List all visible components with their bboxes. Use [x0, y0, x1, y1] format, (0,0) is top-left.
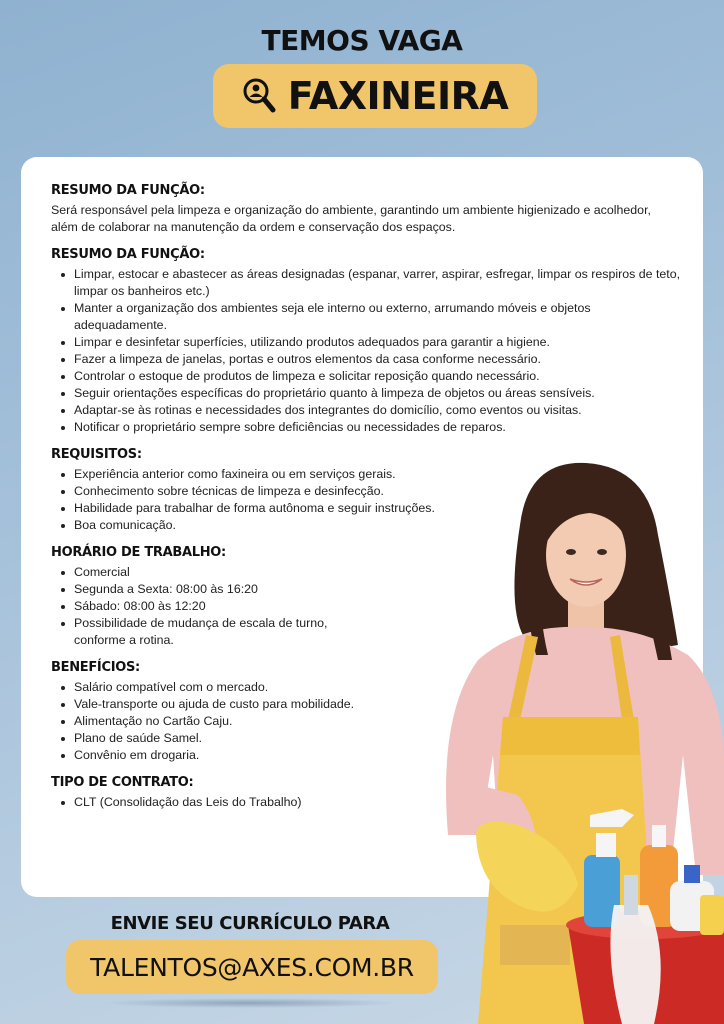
list-item: Salário compatível com o mercado. [59, 679, 381, 696]
list-item: Fazer a limpeza de janelas, portas e outros elementos da casa conforme necessário. [59, 351, 681, 368]
cta-title: ENVIE SEU CURRÍCULO PARA [110, 913, 390, 934]
job-title: FAXINEIRA [287, 74, 509, 118]
benefits-list [51, 679, 381, 764]
search-person-icon [242, 77, 276, 115]
list-item: Manter a organização dos ambientes seja ele interno ou externo, arrumando móveis e objetos adequadamente. [59, 300, 681, 334]
list-item: Sábado: 08:00 às 12:20 [59, 598, 381, 615]
summary-text: Será responsável pela limpeza e organização do ambiente, garantindo um ambiente higienizado e acolhedor, além de colaborar na manutenção da ordem e conservação dos espaços. [51, 203, 651, 234]
schedule-list [51, 564, 381, 649]
list-item: Seguir orientações específicas do proprietário quanto à limpeza de objetos ou áreas sensíveis. [59, 385, 681, 402]
section-title: BENEFÍCIOS: [51, 660, 140, 675]
email-banner[interactable] [66, 940, 438, 994]
list-item: Comercial [59, 564, 381, 581]
list-item: Adaptar-se às rotinas e necessidades dos integrantes do domicílio, como eventos ou visitas. [59, 402, 681, 419]
section-title: RESUMO DA FUNÇÃO: [51, 247, 205, 262]
email-address[interactable]: TALENTOS@AXES.COM.BR [90, 952, 414, 982]
section-title: RESUMO DA FUNÇÃO: [51, 183, 205, 198]
list-item: Possibilidade de mudança de escala de turno, conforme a rotina. [59, 615, 381, 649]
contract-list [51, 794, 381, 811]
email-banner-shadow [100, 998, 400, 1008]
list-item: Alimentação no Cartão Caju. [59, 713, 381, 730]
list-item: Habilidade para trabalhar de forma autônoma e seguir instruções. [59, 500, 681, 517]
section-resumo [51, 182, 681, 236]
list-item: Experiência anterior como faxineira ou em serviços gerais. [59, 466, 681, 483]
list-item: Limpar, estocar e abastecer as áreas designadas (espanar, varrer, aspirar, esfregar, limpar os respiros de teto, limpar os banheiros etc.) [59, 266, 681, 300]
list-item: Convênio em drogaria. [59, 747, 381, 764]
list-item: Controlar o estoque de produtos de limpeza e solicitar reposição quando necessário. [59, 368, 681, 385]
section-title: TIPO DE CONTRATO: [51, 775, 194, 790]
list-item: Notificar o proprietário sempre sobre deficiências ou necessidades de reparos. [59, 419, 681, 436]
section-atividades [51, 246, 681, 436]
list-item: Conhecimento sobre técnicas de limpeza e desinfecção. [59, 483, 681, 500]
list-item: Plano de saúde Samel. [59, 730, 381, 747]
activities-list [51, 266, 681, 436]
list-item: CLT (Consolidação das Leis do Trabalho) [59, 794, 381, 811]
list-item: Boa comunicação. [59, 517, 681, 534]
list-item: Limpar e desinfetar superfícies, utilizando produtos adequados para garantir a higiene. [59, 334, 681, 351]
list-item: Vale-transporte ou ajuda de custo para mobilidade. [59, 696, 381, 713]
cleaner-illustration [408, 455, 724, 1024]
section-title: REQUISITOS: [51, 447, 142, 462]
section-title: HORÁRIO DE TRABALHO: [51, 545, 226, 560]
list-item: Segunda a Sexta: 08:00 às 16:20 [59, 581, 381, 598]
job-title-banner [213, 64, 537, 128]
headline: TEMOS VAGA [261, 24, 463, 57]
